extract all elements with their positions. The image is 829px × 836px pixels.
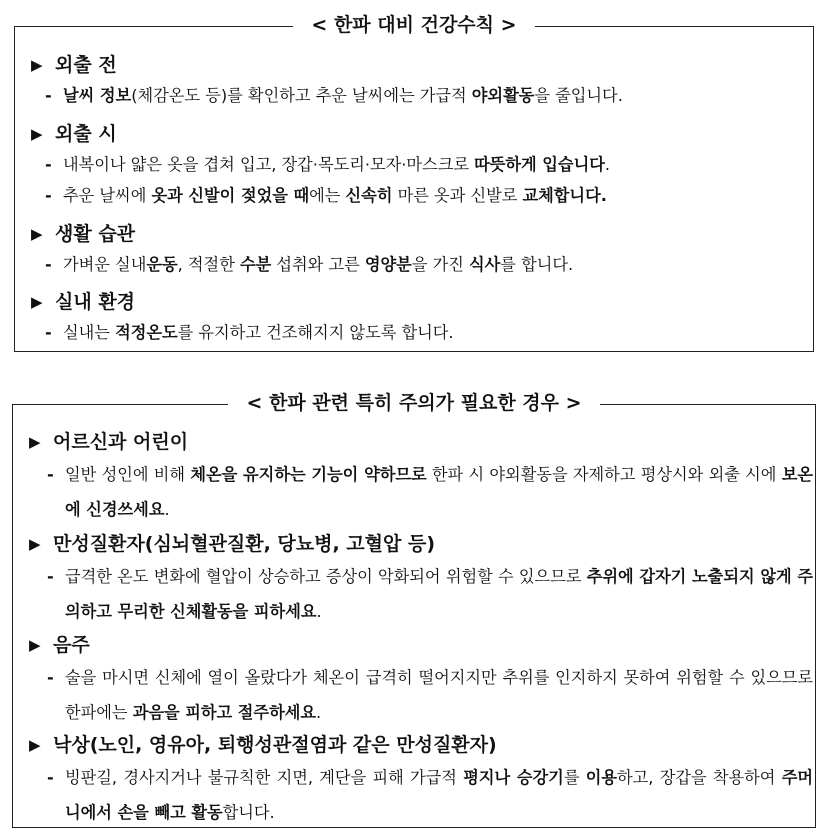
body-text: 내복이나 얇은 옷을 겹쳐 입고, 장갑·목도리·모자·마스크로 xyxy=(63,155,475,174)
body-text: 급격한 온도 변화에 혈압이 상승하고 증상이 악화되어 위험할 수 있으므로 xyxy=(65,567,587,586)
body-text: 추운 날씨에 xyxy=(63,186,152,205)
dash-bullet: - xyxy=(47,768,54,787)
body-text: 합니다. xyxy=(222,803,275,822)
list-item xyxy=(47,660,813,730)
body-text: 를 유지하고 건조해지지 않도록 합니다. xyxy=(177,323,454,342)
list-item xyxy=(45,154,807,176)
triangle-bullet-icon: ▶ xyxy=(31,125,43,143)
triangle-bullet-icon: ▶ xyxy=(31,293,43,311)
body-text: 한파 시 야외활동을 자제하고 평상시와 외출 시에 xyxy=(426,465,782,484)
body-text: 를 합니다. xyxy=(500,255,574,274)
emphasis-text: 운동 xyxy=(146,255,178,274)
heading-indoor-environment: ▶ 실내 환경 xyxy=(31,291,136,313)
body-text: 를 xyxy=(563,768,586,787)
emphasis-text: 영양분 xyxy=(364,255,412,274)
emphasis-text: 야외활동 xyxy=(471,86,535,105)
emphasis-text: 평지나 승강기 xyxy=(463,768,564,787)
body-text: 실내는 xyxy=(63,323,116,342)
heading-when-going-out: ▶ 외출 시 xyxy=(31,123,117,145)
triangle-bullet-icon: ▶ xyxy=(29,535,41,553)
list-item xyxy=(47,760,813,830)
body-text: . xyxy=(316,602,322,621)
emphasis-text: 과음을 피하고 절주하세요 xyxy=(132,703,316,722)
list-item xyxy=(45,85,807,107)
body-text: 술을 마시면 신체에 열이 올랐다가 체온이 급격히 떨어지지만 추위를 인지하지 못하여 위험할 수 있으므로 한파에는 xyxy=(65,668,813,722)
dash-bullet: - xyxy=(47,567,54,586)
emphasis-text: 적정온도 xyxy=(115,323,178,342)
body-text: . xyxy=(315,703,322,722)
triangle-bullet-icon: ▶ xyxy=(29,636,41,654)
triangle-bullet-icon: ▶ xyxy=(29,433,41,451)
dash-bullet: - xyxy=(47,668,54,687)
cold-wave-health-rules-box xyxy=(14,14,814,352)
dash-bullet: - xyxy=(45,255,52,274)
heading-drinking: ▶ 음주 xyxy=(29,634,90,656)
heading-lifestyle-habits: ▶ 생활 습관 xyxy=(31,223,136,245)
body-text: , 적절한 xyxy=(177,255,240,274)
dash-bullet: - xyxy=(47,465,54,484)
emphasis-text: 신속히 xyxy=(345,186,393,205)
emphasis-text: 옷과 신발이 젖었을 때 xyxy=(151,186,310,205)
heading-falls: ▶ 낙상(노인, 영유아, 퇴행성관절염과 같은 만성질환자) xyxy=(29,734,497,756)
emphasis-text: 보온에 신경쓰세요 xyxy=(65,465,813,519)
dash-bullet: - xyxy=(45,186,52,205)
triangle-bullet-icon: ▶ xyxy=(29,736,41,754)
emphasis-text: 추위에 갑자기 노출되지 않게 주의하고 무리한 신체활동을 피하세요 xyxy=(65,567,813,621)
body-text: 일반 성인에 비해 xyxy=(65,465,191,484)
heading-before-going-out: ▶ 외출 전 xyxy=(31,54,117,76)
body-text: 하고, 장갑을 착용하여 xyxy=(617,768,782,787)
heading-chronic-disease-patients: ▶ 만성질환자(심뇌혈관질환, 당뇨병, 고혈압 등) xyxy=(29,533,436,555)
body-text: 빙판길, 경사지거나 불규칙한 지면, 계단을 피해 가급적 xyxy=(65,768,464,787)
emphasis-text: 식사 xyxy=(469,255,501,274)
emphasis-text: 수분 xyxy=(239,255,272,274)
body-text: 마른 옷과 신발로 xyxy=(392,186,523,205)
heading-elderly-and-children: ▶ 어르신과 어린이 xyxy=(29,431,189,453)
emphasis-text: 날씨 정보 xyxy=(63,86,132,105)
body-text: 에는 xyxy=(309,186,346,205)
body-text: (체감온도 등)를 확인하고 추운 날씨에는 가급적 xyxy=(131,86,472,105)
dash-bullet: - xyxy=(45,155,52,174)
emphasis-text: 교체합니다. xyxy=(522,186,607,205)
body-text: 가벼운 실내 xyxy=(63,255,147,274)
special-caution-cases-box xyxy=(12,392,816,828)
list-item xyxy=(45,254,807,276)
body-text: . xyxy=(164,500,170,519)
dash-bullet: - xyxy=(45,86,52,105)
list-item xyxy=(45,185,807,207)
body-text: 섭취와 고른 xyxy=(271,255,365,274)
emphasis-text: 주머니에서 손을 빼고 활동 xyxy=(65,768,813,822)
body-text: 을 줄입니다. xyxy=(534,86,623,105)
list-item xyxy=(45,322,807,344)
emphasis-text: 체온을 유지하는 기능이 약하므로 xyxy=(190,465,427,484)
section-title: < 한파 관련 특히 주의가 필요한 경우 > xyxy=(13,390,815,416)
dash-bullet: - xyxy=(45,323,52,342)
section-title: < 한파 대비 건강수칙 > xyxy=(15,12,813,38)
list-item xyxy=(47,457,813,527)
body-text: . xyxy=(604,155,610,174)
triangle-bullet-icon: ▶ xyxy=(31,225,43,243)
body-text: 을 가진 xyxy=(411,255,470,274)
triangle-bullet-icon: ▶ xyxy=(31,56,43,74)
list-item xyxy=(47,559,813,629)
emphasis-text: 따뜻하게 입습니다 xyxy=(474,155,605,174)
emphasis-text: 이용 xyxy=(585,768,618,787)
